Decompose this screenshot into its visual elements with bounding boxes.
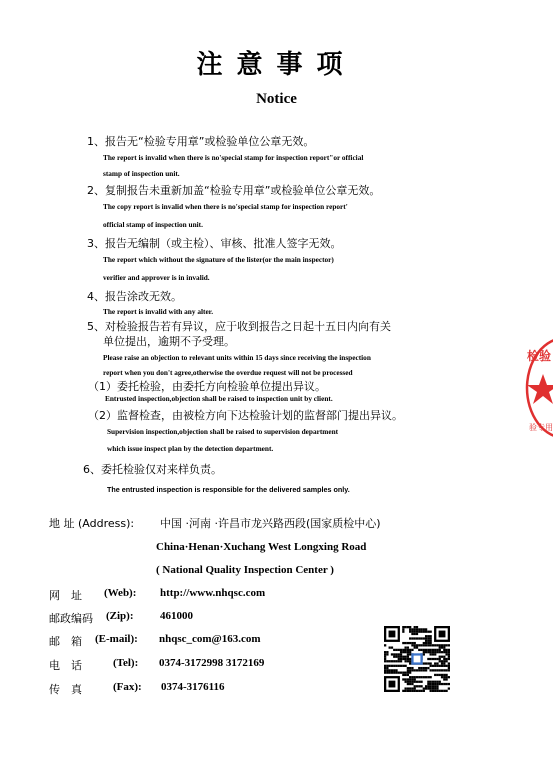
address-label: 地 址 (Address): — [49, 517, 135, 530]
notice-5-cn-a: 5、对检验报告若有异议，应于收到报告之日起十五日内向有关 — [87, 320, 391, 333]
svg-text:检验: 检验 — [527, 349, 552, 363]
sub-1-en: Entrusted inspection,objection shall be raised to inspection unit by client. — [105, 394, 333, 403]
address-en-1: China·Henan·Xuchang West Longxing Road — [156, 541, 367, 553]
notice-6-cn: 6、委托检验仅对来样负责。 — [83, 463, 222, 476]
notice-1-en-b: stamp of inspection unit. — [103, 169, 180, 178]
fax-label-en: (Fax): — [113, 681, 142, 693]
web-label-cn: 网 址 — [49, 589, 82, 602]
tel-value: 0374-3172998 3172169 — [159, 657, 265, 669]
qr-code-icon — [384, 626, 450, 692]
fax-value: 0374-3176116 — [161, 681, 225, 693]
notice-3-en-b: verifier and approver is in invalid. — [103, 273, 210, 282]
email-label-en: (E-mail): — [95, 633, 138, 645]
page-subtitle: Notice — [256, 91, 297, 107]
tel-label-en: (Tel): — [113, 657, 139, 669]
zip-label-en: (Zip): — [106, 610, 134, 622]
sub-1-cn: （1）委托检验，由委托方向检验单位提出异议。 — [88, 380, 326, 393]
address-cn: 中国 ·河南 ·许昌市龙兴路西段(国家质检中心) — [160, 517, 381, 530]
fax-label-cn: 传 真 — [49, 683, 82, 696]
notice-2-en-b: official stamp of inspection unit. — [103, 220, 203, 229]
notice-5-cn-b: 单位提出，逾期不予受理。 — [103, 335, 235, 348]
web-label-en: (Web): — [104, 587, 137, 599]
email-link[interactable]: nhqsc_com@163.com — [159, 633, 261, 645]
notice-4-cn: 4、报告涂改无效。 — [87, 290, 182, 303]
zip-label-cn: 邮政编码 — [49, 612, 93, 625]
notice-1-en-a: The report is invalid when there is no'special stamp for inspection report"or official — [103, 153, 364, 162]
notice-6-en: The entrusted inspection is responsible for the delivered samples only. — [107, 485, 350, 494]
address-en-2: ( National Quality Inspection Center ) — [156, 564, 334, 576]
email-label-cn: 邮 箱 — [49, 635, 82, 648]
notice-5-en-a: Please raise an objection to relevant units within 15 days since receiving the inspection — [103, 353, 371, 362]
notice-5-en-b: report when you don't agree,otherwise the overdue request will not be processed — [103, 368, 353, 377]
notice-2-en-a: The copy report is invalid when there is no'special stamp for inspection report' — [103, 202, 348, 211]
svg-text:验专用: 验专用 — [529, 423, 553, 432]
sub-2-en-b: which issue inspect plan by the detection department. — [107, 444, 274, 453]
sub-2-cn: （2）监督检查，由被检方向下达检验计划的监督部门提出异议。 — [88, 409, 403, 422]
notice-3-en-a: The report which without the signature of the lister(or the main inspector) — [103, 255, 334, 264]
notice-3-cn: 3、报告无编制（或主检）、审核、批准人签字无效。 — [87, 237, 342, 250]
page-title: 注意事项 — [196, 50, 357, 80]
zip-value: 461000 — [160, 610, 193, 622]
web-link[interactable]: http://www.nhqsc.com — [160, 587, 266, 599]
notice-4-en: The report is invalid with any alter. — [103, 307, 214, 316]
notice-1-cn: 1、报告无“检验专用章”或检验单位公章无效。 — [87, 135, 315, 148]
tel-label-cn: 电 话 — [49, 659, 82, 672]
notice-2-cn: 2、复制报告未重新加盖“检验专用章”或检验单位公章无效。 — [87, 184, 381, 197]
inspection-stamp-icon — [523, 334, 553, 442]
sub-2-en-a: Supervision inspection,objection shall be raised to supervision department — [107, 427, 339, 436]
